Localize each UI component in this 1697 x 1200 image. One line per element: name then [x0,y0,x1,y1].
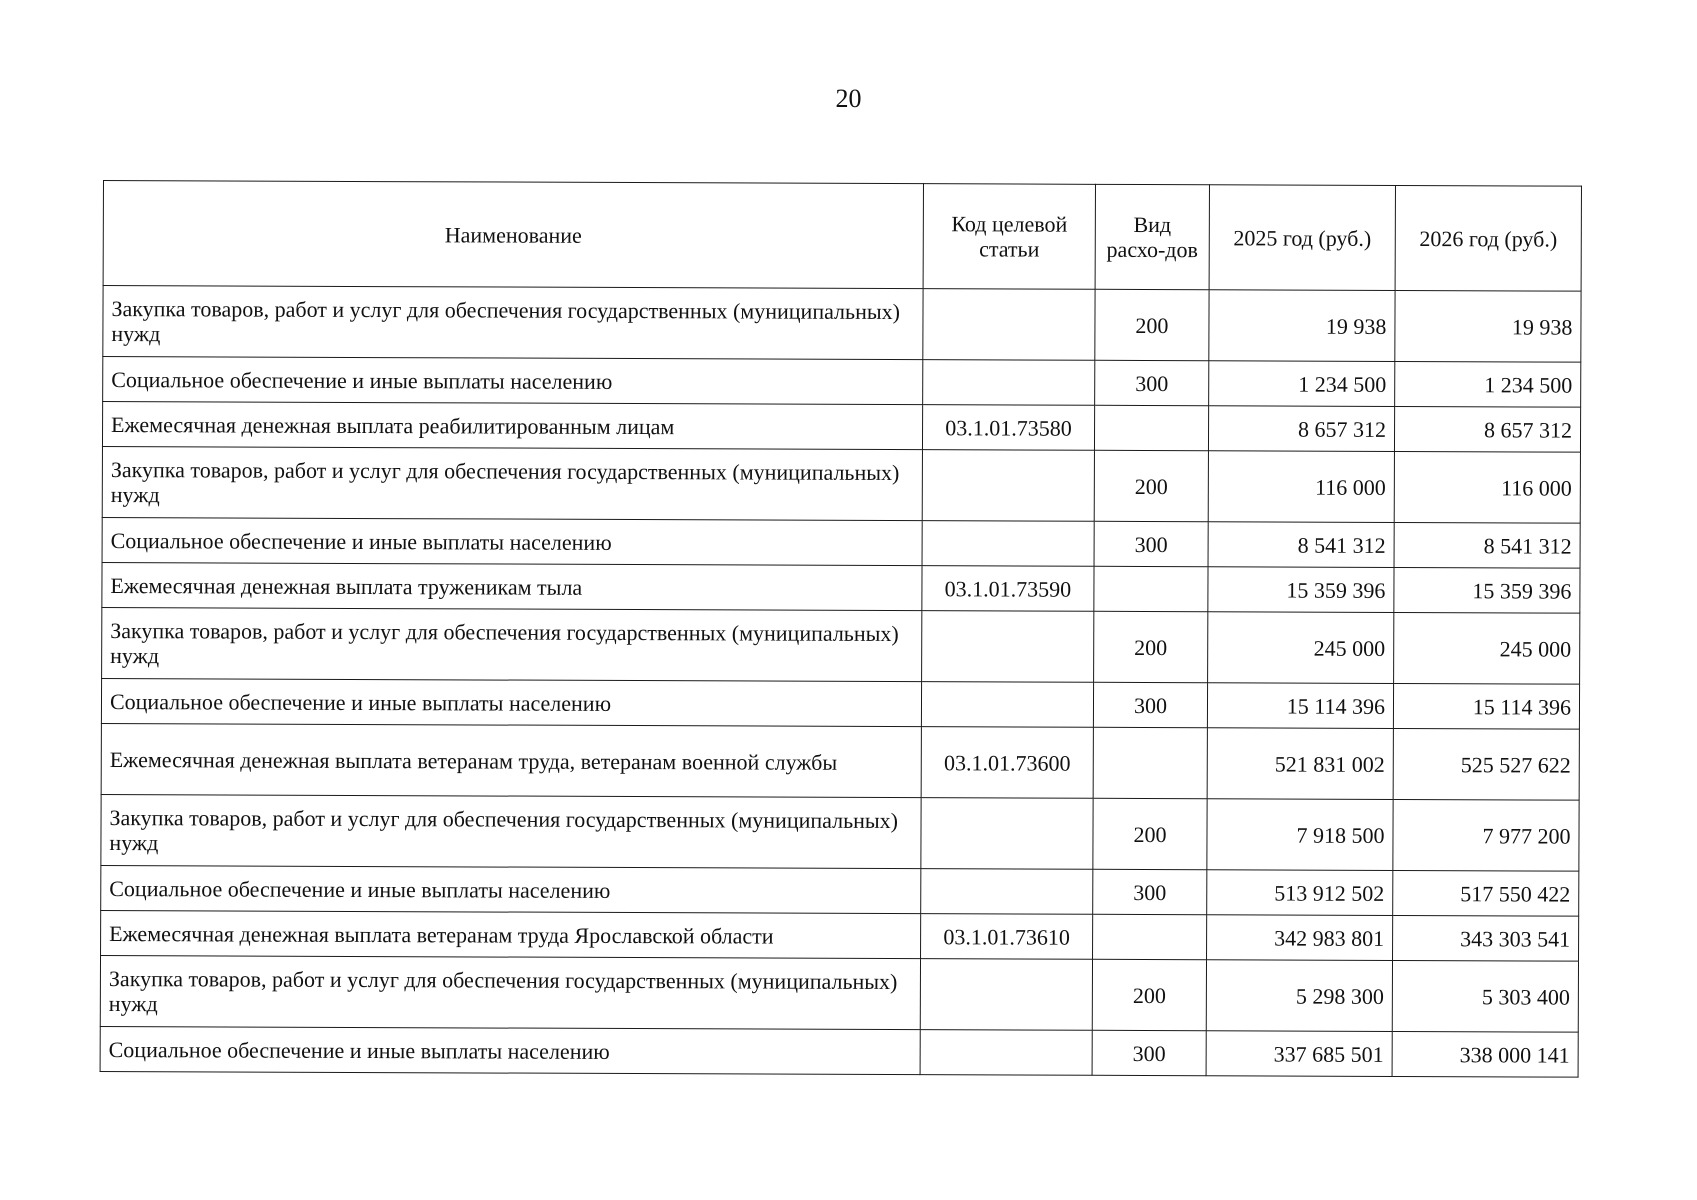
row-kind: 200 [1093,798,1207,869]
row-2025: 245 000 [1208,612,1394,684]
row-2025: 15 114 396 [1207,683,1393,729]
row-kind: 300 [1095,360,1209,405]
table-row [102,402,1580,453]
row-2025: 521 831 002 [1207,728,1393,800]
row-code [921,682,1093,728]
row-name: Ежемесячная денежная выплата ветеранам труда, ветеранам военной службы [101,723,921,797]
row-2026: 15 114 396 [1393,683,1579,729]
row-kind: 300 [1094,521,1208,566]
row-kind [1094,405,1208,450]
table-row [103,286,1581,363]
header-name: Наименование [103,181,923,289]
table-row [101,723,1579,800]
row-kind [1093,727,1207,798]
row-2026: 19 938 [1395,290,1581,362]
table-row [103,357,1581,408]
row-code [923,289,1095,361]
table-row [102,607,1580,684]
row-name: Ежемесячная денежная выплата реабилитированным лицам [102,402,922,450]
row-2026: 517 550 422 [1393,870,1579,916]
row-code [922,611,1094,683]
row-code [921,798,1093,870]
table-row [101,910,1579,961]
row-name: Ежемесячная денежная выплата ветеранам труда Ярославской области [101,910,921,958]
row-2026: 1 234 500 [1395,361,1581,407]
row-kind: 300 [1093,869,1207,914]
header-code: Код целевой статьи [923,184,1095,290]
row-2025: 7 918 500 [1207,799,1393,871]
table-row [102,517,1580,568]
row-kind: 300 [1092,1030,1206,1075]
row-2026: 15 359 396 [1394,567,1580,613]
row-code: 03.1.01.73610 [921,914,1093,960]
row-name: Социальное обеспечение и иные выплаты населению [102,517,922,565]
row-name: Закупка товаров, работ и услуг для обеспечения государственных (муниципальных) нужд [102,446,922,520]
row-2026: 245 000 [1394,612,1580,684]
row-2026: 343 303 541 [1393,915,1579,961]
row-2026: 338 000 141 [1392,1031,1578,1077]
row-kind [1094,566,1208,611]
table-row [101,794,1579,871]
row-2026: 525 527 622 [1393,728,1579,800]
row-kind [1093,914,1207,959]
row-name: Закупка товаров, работ и услуг для обеспечения государственных (муниципальных) нужд [101,794,921,868]
row-2025: 5 298 300 [1206,960,1392,1032]
row-code [923,360,1095,406]
header-2025: 2025 год (руб.) [1209,185,1395,291]
row-code [920,1030,1092,1076]
row-2026: 116 000 [1394,451,1580,523]
row-2025: 15 359 396 [1208,567,1394,613]
row-code [921,869,1093,915]
row-kind: 200 [1092,959,1206,1030]
row-2025: 19 938 [1209,290,1395,362]
row-name: Социальное обеспечение и иные выплаты населению [101,678,921,726]
row-code: 03.1.01.73590 [922,566,1094,612]
row-name: Социальное обеспечение и иные выплаты населению [101,865,921,913]
table-row [100,1026,1578,1077]
row-2026: 8 541 312 [1394,522,1580,568]
row-kind: 300 [1093,682,1207,727]
row-name: Закупка товаров, работ и услуг для обеспечения государственных (муниципальных) нужд [100,955,920,1029]
row-2026: 8 657 312 [1394,406,1580,452]
row-name: Закупка товаров, работ и услуг для обеспечения государственных (муниципальных) нужд [103,286,923,360]
row-kind: 200 [1094,611,1208,682]
row-code: 03.1.01.73600 [921,727,1093,799]
row-2025: 342 983 801 [1207,915,1393,961]
table-row [102,562,1580,613]
row-code [922,450,1094,522]
header-2026: 2026 год (руб.) [1395,185,1581,291]
row-name: Ежемесячная денежная выплата труженикам тыла [102,562,922,610]
row-2025: 337 685 501 [1206,1031,1392,1077]
row-name: Закупка товаров, работ и услуг для обеспечения государственных (муниципальных) нужд [102,607,922,681]
row-name: Социальное обеспечение и иные выплаты населению [103,357,923,405]
budget-table [100,180,1582,1078]
row-code [920,959,1092,1031]
table-row [100,955,1578,1032]
row-code [922,521,1094,567]
table-row [102,446,1580,523]
row-2026: 7 977 200 [1393,799,1579,871]
table-header-row [103,181,1581,292]
header-kind: Вид расхо-дов [1095,184,1209,289]
page-number: 20 [835,84,862,113]
row-2026: 5 303 400 [1392,960,1578,1032]
row-code: 03.1.01.73580 [922,405,1094,451]
table-row [101,678,1579,729]
row-name: Социальное обеспечение и иные выплаты населению [100,1026,920,1074]
row-kind: 200 [1094,450,1208,521]
row-2025: 1 234 500 [1209,361,1395,407]
table-row [101,865,1579,916]
row-2025: 513 912 502 [1207,870,1393,916]
row-2025: 8 541 312 [1208,522,1394,568]
row-2025: 116 000 [1208,451,1394,523]
row-kind: 200 [1095,289,1209,360]
row-2025: 8 657 312 [1208,406,1394,452]
